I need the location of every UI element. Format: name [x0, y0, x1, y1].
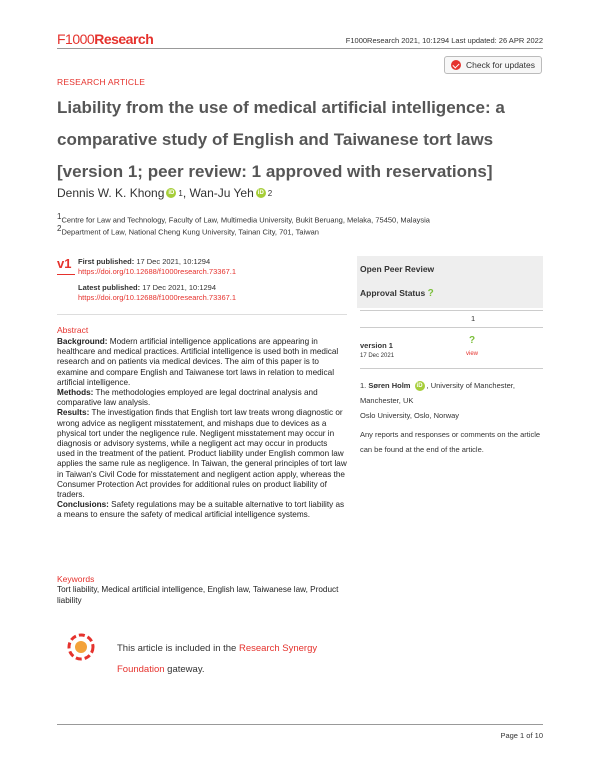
check-updates-icon: [451, 60, 461, 70]
approval-status: Approval Status ?: [360, 288, 434, 299]
approval-status-icon: ?: [427, 288, 434, 299]
author-name[interactable]: Dennis W. K. Khong: [57, 186, 165, 200]
reviewer-column: 1: [471, 314, 476, 323]
orcid-icon[interactable]: iD: [257, 190, 264, 196]
affiliation: 2Department of Law, National Cheng Kung University, Tainan City, 701, Taiwan: [57, 224, 319, 237]
panel-divider: [360, 310, 543, 311]
version-underline: [57, 274, 75, 275]
author-list: [57, 186, 272, 200]
first-published: First published: 17 Dec 2021, 10:1294 https://doi.org/10.12688/f1000research.73367.1: [78, 257, 237, 276]
logo-prefix: F1000: [57, 31, 95, 47]
review-status-icon: ?: [469, 335, 476, 346]
open-peer-review-heading: Open Peer Review: [360, 264, 435, 274]
logo-suffix: Research: [94, 31, 154, 47]
version-tag: v1: [57, 256, 72, 271]
first-doi-link[interactable]: https://doi.org/10.12688/f1000research.73367.1: [78, 267, 237, 276]
keywords-text: Tort liability, Medical artificial intelligence, English law, Taiwanese law, Product liability: [57, 585, 339, 605]
abstract-heading: Abstract: [57, 325, 89, 335]
author-sup: 2: [267, 188, 273, 198]
view-report-link[interactable]: view: [466, 351, 479, 357]
gateway-notice: This article is included in the Research Synergy Foundation gateway.: [117, 643, 318, 675]
page-title: Liability from the use of medical artificial intelligence: a comparative study of English and Taiwanese tort laws [version 1; peer review: 1 approved with reservations]: [57, 98, 505, 181]
author-name[interactable]: Wan-Ju Yeh: [189, 186, 254, 200]
citation-line: F1000Research 2021, 10:1294 Last updated: 26 APR 2022: [345, 36, 543, 45]
orcid-icon[interactable]: iD: [168, 190, 175, 196]
check-updates-label: Check for updates: [466, 60, 535, 70]
author-sup: 1: [178, 188, 183, 198]
publication-divider: [57, 314, 347, 315]
keywords-heading: Keywords: [57, 574, 95, 584]
abstract-body: Background: Modern artificial intelligence applications are appearing in healthcare and medical practices. Artificial intelligence is used both in medical research and on patients via medical devices. The aim of this paper is to examine and compare English and Taiwanese tort laws in relation to medical artificial intelligence. Methods: The methodologies employed are legal doctrinal analysis and comparative law analysis. Results: The investigation finds that English tort law treats wrong diagnostic or wrong advice as negligent misstatement, and mishaps due to devices as a physical tort under the negligence rule. Negligent misstatement may occur in diagnosis or advisory systems, while a negligent act may occur in products used in the treatment of the patient. Product liability under English common law applies the same rule as negligence. In Taiwan, the general principles of tort law in Taiwan's Civil Code for misstatement and negligent action apply, whereas the Consumer Protection Act provides for additional rules on product liability of traders. Conclusions: Safety regulations may be a suitable alternative to tort liability as a means to ensure the safety of medical artificial intelligence systems.: [57, 337, 347, 520]
f1000-logo[interactable]: [57, 31, 153, 47]
author-separator: ,: [182, 186, 190, 200]
version-label: version 1: [360, 341, 393, 350]
page-number: Page 1 of 10: [500, 731, 543, 740]
gateway-logo-icon: [66, 632, 96, 662]
panel-divider: [360, 368, 543, 369]
reviewer-entry: 1. Søren Holm iD , University of Manchester, Manchester, UK Oslo University, Oslo, Norway: [360, 381, 515, 420]
reviewer-name[interactable]: Søren Holm: [368, 381, 411, 390]
gateway-link[interactable]: Research Synergy Foundation: [117, 643, 318, 675]
footer-divider: [57, 724, 543, 725]
check-for-updates-button[interactable]: [444, 56, 542, 74]
header-divider: [57, 48, 543, 49]
version-date: 17 Dec 2021: [360, 353, 395, 359]
orcid-icon[interactable]: iD: [416, 383, 423, 390]
reports-notice: Any reports and responses or comments on the article can be found at the end of the article.: [360, 430, 541, 454]
panel-divider: [360, 327, 543, 328]
latest-doi-link[interactable]: https://doi.org/10.12688/f1000research.73367.1: [78, 293, 237, 302]
latest-published: Latest published: 17 Dec 2021, 10:1294 https://doi.org/10.12688/f1000research.73367.1: [78, 283, 237, 302]
affiliation: 1Centre for Law and Technology, Faculty of Law, Multimedia University, Bukit Beruang, Melaka, 75450, Malaysia: [57, 212, 430, 225]
article-type: RESEARCH ARTICLE: [57, 77, 146, 87]
